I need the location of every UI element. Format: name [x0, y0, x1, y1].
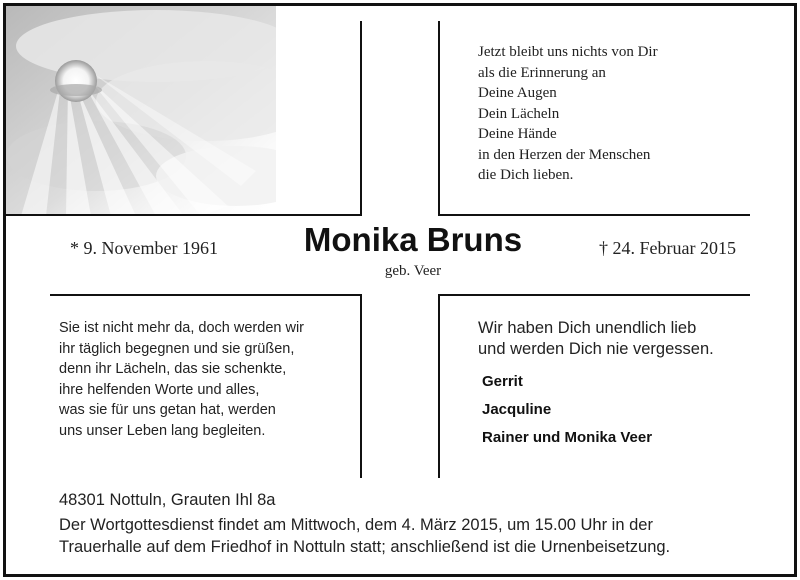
- service-line: Der Wortgottesdienst findet am Mittwoch, dem 4. März 2015, um 15.00 Uhr in der: [59, 516, 653, 534]
- cross-top-right-vertical: [438, 21, 440, 216]
- poem-line: als die Erinnerung an: [478, 64, 606, 81]
- cross-bottom-left-horizontal: [50, 294, 362, 296]
- service-line: Trauerhalle auf dem Friedhof in Nottuln statt; anschließend ist die Urnenbeisetzung.: [59, 538, 671, 556]
- cross-top-left-vertical: [360, 21, 362, 216]
- farewell-line: Wir haben Dich unendlich lieb: [478, 319, 697, 337]
- signature-name: Jacquline: [482, 401, 552, 418]
- farewell-line: und werden Dich nie vergessen.: [478, 340, 714, 358]
- poem-line: Jetzt bleibt uns nichts von Dir: [478, 44, 658, 60]
- signature-name: Rainer und Monika Veer: [482, 429, 653, 446]
- cross-top-right-horizontal: [438, 214, 750, 216]
- poem-line: in den Herzen der Menschen: [478, 146, 651, 163]
- maiden-name: geb. Veer: [384, 263, 442, 279]
- farewell-text: [478, 318, 714, 360]
- death-date: † 24. Februar 2015: [599, 238, 736, 258]
- address: 48301 Nottuln, Grauten Ihl 8a: [59, 491, 276, 509]
- poem-line: Deine Hände: [478, 126, 557, 142]
- cross-bottom-right-vertical: [438, 294, 440, 478]
- memorial-line: uns unser Leben lang begleiten.: [59, 422, 266, 439]
- memorial-line: was sie für uns getan hat, werden: [59, 402, 276, 418]
- obituary-notice: [3, 3, 797, 577]
- poem: [478, 42, 658, 186]
- poem-line: die Dich lieben.: [478, 167, 574, 183]
- service-info: [59, 514, 670, 558]
- cross-bottom-left-vertical: [360, 294, 362, 478]
- poem-line: Dein Lächeln: [478, 105, 560, 122]
- cross-top-left-horizontal: [6, 214, 362, 216]
- signatures: [482, 368, 652, 452]
- memorial-line: ihre helfenden Worte und alles,: [59, 381, 260, 398]
- memorial-text: [59, 318, 304, 441]
- cross-bottom-right-horizontal: [438, 294, 750, 296]
- memorial-line: denn ihr Lächeln, das sie schenkte,: [59, 361, 287, 377]
- signature-name: Gerrit: [482, 373, 523, 390]
- sun-rays-image: [6, 6, 276, 216]
- birth-date: * 9. November 1961: [70, 238, 218, 258]
- memorial-line: Sie ist nicht mehr da, doch werden wir: [59, 320, 304, 336]
- deceased-name: Monika Bruns: [303, 221, 523, 258]
- memorial-line: ihr täglich begegnen und sie grüßen,: [59, 340, 295, 357]
- poem-line: Deine Augen: [478, 85, 557, 101]
